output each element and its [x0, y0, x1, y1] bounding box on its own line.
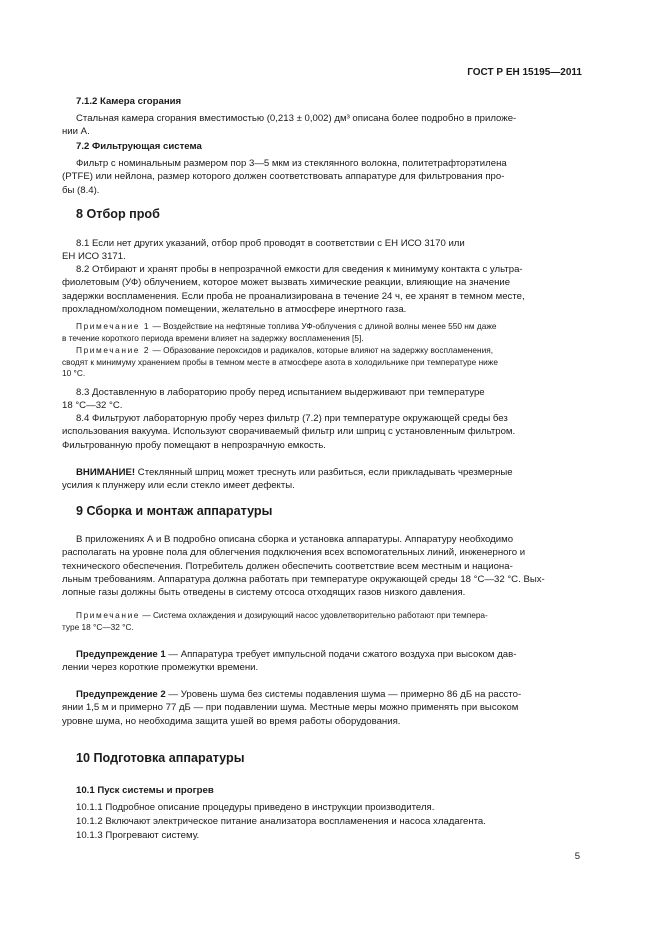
item-10-1-2: 10.1.2 Включают электрическое питание анализатора воспламенения и насоса хладагента. [76, 816, 486, 827]
subsection-712-title: 7.1.2 Камера сгорания [76, 96, 182, 107]
subsection-712-text: Стальная камера сгорания вместимостью (0,213 ± 0,002) дм³ описана более подробно в приложе- нии А. [62, 113, 517, 138]
subsection-72-text: Фильтр с номинальным размером пор 3—5 мкм из стеклянного волокна, политетрафторэтилена (PTFE) или нейлона, размер которого должен соответствовать аппаратуре для фильтрования про- бы (8.4). [62, 158, 507, 196]
warning-8: ВНИМАНИЕ! Стеклянный шприц может треснуть или разбиться, если прикладывать чрезмерные усилия к плунжеру или если стекло имеет дефекты. [62, 467, 513, 492]
item-10-1-3: 10.1.3 Прогревают систему. [76, 830, 200, 841]
section-9-title: 9 Сборка и монтаж аппаратуры [76, 504, 273, 518]
document-id: ГОСТ Р ЕН 15195—2011 [467, 67, 582, 78]
paragraph-8-3: 8.3 Доставленную в лабораторию пробу перед испытанием выдерживают при температуре 18 °С—32 °С. [62, 387, 485, 412]
note-8-1: Примечание 1 — Воздействие на нефтяные топлива УФ-облучения с длиной волны менее 550 нм даже в течение короткого периода времени влияет на задержку воспламенения [5]. [62, 321, 497, 343]
section-10-title: 10 Подготовка аппаратуры [76, 751, 245, 765]
subsection-10-1-title: 10.1 Пуск системы и прогрев [76, 785, 214, 796]
item-10-1-1: 10.1.1 Подробное описание процедуры приведено в инструкции производителя. [76, 802, 435, 813]
paragraph-8-1: 8.1 Если нет других указаний, отбор проб проводят в соответствии с ЕН ИСО 3170 или ЕН ИСО 3171. [62, 238, 465, 263]
paragraph-9-1: В приложениях А и В подробно описана сборка и установка аппаратуры. Аппаратуру необходимо располагать на уровне пола для облегчения подключения всех вспомогательных линий, инженерного и технического обеспечения. Потребитель должен обеспечить соответствие всем местным и национа- льным требованиям. Аппаратура должна работать при температуре окружающей среды 18 °С—32 °С. Вых- лопные газы должны быть отведены в систему отсоса отходящих газов низкого давления. [62, 534, 545, 599]
section-8-title: 8 Отбор проб [76, 207, 160, 221]
warning-9-1: Предупреждение 1 — Аппаратура требует импульсной подачи сжатого воздуха при высоком дав- лении через короткие промежутки времени. [62, 649, 517, 674]
page-number: 5 [574, 851, 580, 862]
warning-9-2: Предупреждение 2 — Уровень шума без системы подавления шума — примерно 86 дБ на рассто- янии 1,5 м и примерно 77 дБ — при подавлении шума. Местные меры можно применять при высоком уровне шума, но необходима защита ушей во время работы оборудования. [62, 689, 522, 727]
note-9: Примечание — Система охлаждения и дозирующий насос удовлетворительно работают при темпера- туре 18 °С—32 °С. [62, 610, 488, 632]
paragraph-8-2: 8.2 Отбирают и хранят пробы в непрозрачной емкости для сведения к минимуму контакта с ультра- фиолетовым (УФ) облучением, которое может вызвать химические реакции, влияющие на значение задержки воспламенения. Если проба не проанализирована в течение 24 ч, ее хранят в темном месте, прохладном/холодном помещении, желательно в атмосфере инертного газа. [62, 264, 525, 315]
paragraph-8-4: 8.4 Фильтруют лабораторную пробу через фильтр (7.2) при температуре окружающей среды без использования вакуума. Используют сворачиваемый фильтр или шприц с установленным фильтром. Фильтрованную пробу помещают в непрозрачную емкость. [62, 413, 516, 451]
note-8-2: Примечание 2 — Образование пероксидов и радикалов, которые влияют на задержку воспламенения, сводят к минимуму хранением пробы в темном месте в атмосфере азота в холодильнике при температуре ниже 10 °С. [62, 345, 498, 378]
subsection-72-title: 7.2 Фильтрующая система [76, 141, 202, 152]
